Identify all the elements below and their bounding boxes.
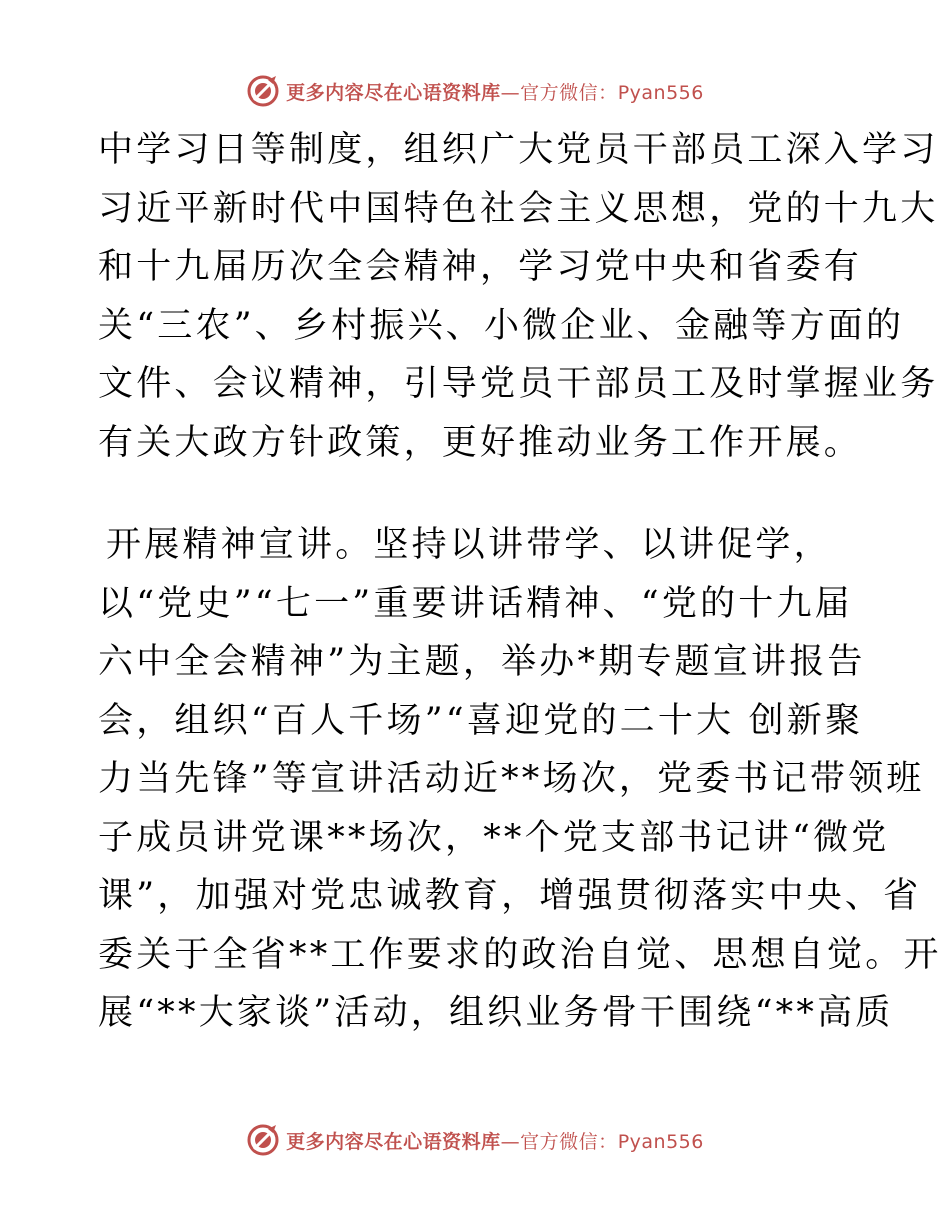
watermark-separator: — (500, 1130, 521, 1153)
footer-watermark (0, 1120, 950, 1160)
text-line: 文件、会议精神，引导党员干部员工及时掌握业务 (98, 364, 939, 404)
header-watermark (0, 71, 950, 111)
paragraph-2 (98, 516, 942, 1043)
text-line: 力当先锋”等宣讲活动近**场次，党委书记带领班 (98, 759, 925, 799)
watermark-text (286, 78, 704, 105)
text-line: 中学习日等制度，组织广大党员干部员工深入学习 (98, 130, 939, 170)
text-line: 和十九届历次全会精神，学习党中央和省委有 (98, 247, 863, 287)
watermark-separator: — (500, 81, 521, 104)
text-line: 开展精神宣讲。坚持以讲带学、以讲促学， (106, 525, 832, 565)
watermark-text (286, 1127, 704, 1154)
watermark-wechat-id: Pyan556 (617, 1130, 704, 1153)
watermark-wechat-label: 官方微信： (520, 1130, 618, 1153)
watermark-wechat-id: Pyan556 (617, 81, 704, 104)
text-line: 以“党史”“七一”重要讲话精神、“党的十九届 (98, 583, 853, 624)
seal-logo-icon (246, 74, 280, 108)
seal-logo-icon (246, 1123, 280, 1157)
text-line: 六中全会精神”为主题，举办*期专题宣讲报告 (98, 642, 866, 682)
watermark-site-text: 更多内容尽在心语资料库 (286, 81, 501, 104)
text-line: 关“三农”、乡村振兴、小微企业、金融等方面的 (98, 305, 905, 346)
watermark-wechat-label: 官方微信： (520, 81, 618, 104)
text-line: 展“**大家谈”活动，组织业务骨干围绕“**高质 (98, 993, 894, 1033)
text-line: 习近平新时代中国特色社会主义思想，党的十九大 (98, 188, 939, 229)
document-body (98, 121, 942, 1043)
paragraph-gap (98, 472, 858, 516)
text-line: 委关于全省**工作要求的政治自觉、思想自觉。开 (98, 934, 942, 975)
text-line: 会，组织“百人千场”“喜迎党的二十大 创新聚 (98, 700, 864, 741)
text-line: 子成员讲党课**场次，**个党支部书记讲“微党 (98, 817, 890, 858)
text-line: 有关大政方针政策，更好推动业务工作开展。 (98, 422, 863, 463)
watermark-site-text: 更多内容尽在心语资料库 (286, 1130, 501, 1153)
paragraph-1 (98, 121, 939, 472)
text-line: 课”，加强对党忠诚教育，增强贯彻落实中央、省 (98, 876, 922, 916)
